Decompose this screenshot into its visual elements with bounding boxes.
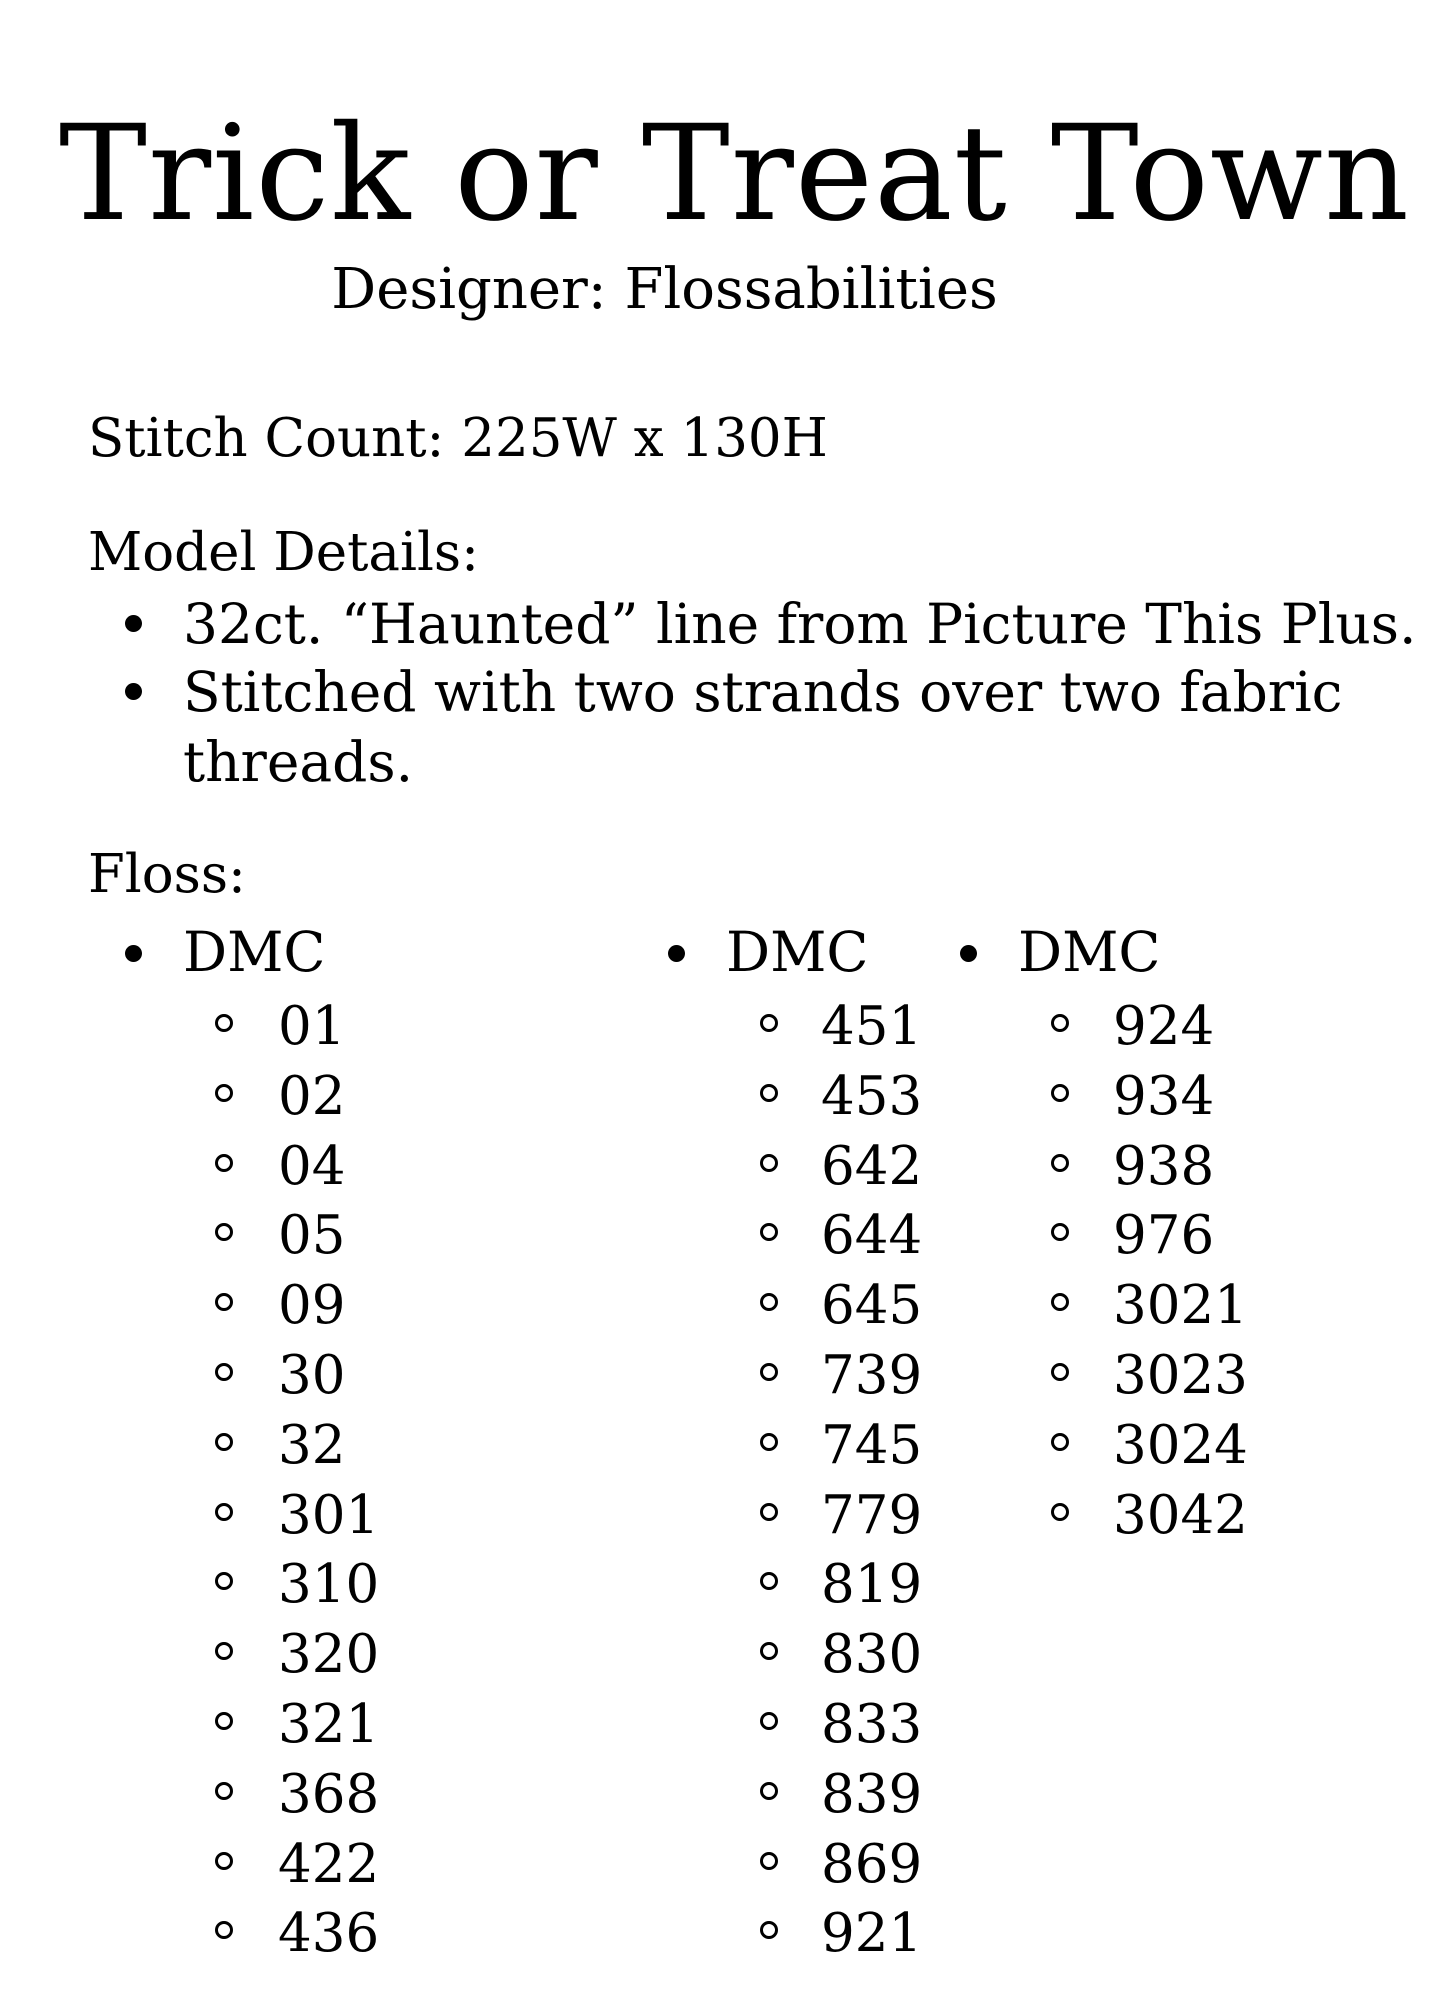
bullet-circle-icon — [215, 1084, 233, 1102]
bullet-circle-icon — [215, 1782, 233, 1800]
floss-color-number: 453 — [821, 1065, 923, 1127]
bullet-dot-icon — [125, 945, 142, 962]
floss-brand: DMC — [726, 920, 869, 984]
bullet-circle-icon — [760, 1852, 778, 1870]
stitch-count: Stitch Count: 225W x 130H — [88, 408, 828, 469]
bullet-circle-icon — [1051, 1223, 1069, 1241]
bullet-circle-icon — [215, 1852, 233, 1870]
model-details-heading: Model Details: — [88, 522, 479, 583]
bullet-circle-icon — [1051, 1084, 1069, 1102]
floss-color-number: 04 — [278, 1135, 346, 1197]
floss-color-number: 645 — [821, 1275, 923, 1337]
bullet-circle-icon — [760, 1782, 778, 1800]
bullet-dot-icon — [960, 945, 977, 962]
bullet-dot-icon — [125, 683, 142, 700]
bullet-circle-icon — [760, 1084, 778, 1102]
bullet-dot-icon — [668, 945, 685, 962]
bullet-circle-icon — [760, 1572, 778, 1590]
floss-color-number: 09 — [278, 1275, 346, 1337]
bullet-circle-icon — [215, 1712, 233, 1730]
floss-color-number: 779 — [821, 1484, 923, 1546]
floss-color-number: 310 — [278, 1554, 380, 1616]
bullet-circle-icon — [1051, 1293, 1069, 1311]
bullet-circle-icon — [215, 1154, 233, 1172]
floss-color-number: 3024 — [1113, 1414, 1248, 1476]
bullet-circle-icon — [760, 1503, 778, 1521]
floss-color-number: 976 — [1113, 1205, 1215, 1267]
floss-color-number: 368 — [278, 1763, 380, 1825]
floss-color-number: 745 — [821, 1414, 923, 1476]
floss-color-number: 934 — [1113, 1065, 1215, 1127]
floss-color-number: 32 — [278, 1414, 346, 1476]
floss-color-number: 869 — [821, 1833, 923, 1895]
floss-color-number: 3042 — [1113, 1484, 1248, 1546]
bullet-circle-icon — [1051, 1014, 1069, 1032]
floss-color-number: 30 — [278, 1345, 346, 1406]
floss-color-number: 739 — [821, 1345, 923, 1406]
bullet-circle-icon — [215, 1363, 233, 1381]
bullet-circle-icon — [760, 1433, 778, 1451]
bullet-circle-icon — [215, 1223, 233, 1241]
floss-color-number: 321 — [278, 1694, 380, 1755]
model-detail-item: 32ct. “Haunted” line from Picture This Plus. — [183, 592, 1417, 656]
floss-color-number: 01 — [278, 996, 346, 1057]
bullet-circle-icon — [1051, 1363, 1069, 1381]
bullet-circle-icon — [215, 1293, 233, 1311]
floss-color-number: 436 — [278, 1903, 380, 1965]
bullet-circle-icon — [215, 1014, 233, 1032]
floss-brand: DMC — [1018, 920, 1161, 984]
bullet-circle-icon — [215, 1921, 233, 1939]
bullet-circle-icon — [215, 1503, 233, 1521]
bullet-circle-icon — [1051, 1433, 1069, 1451]
floss-color-number: 839 — [821, 1763, 923, 1825]
floss-color-number: 05 — [278, 1205, 346, 1267]
floss-color-number: 451 — [821, 996, 923, 1057]
bullet-circle-icon — [760, 1921, 778, 1939]
bullet-circle-icon — [1051, 1154, 1069, 1172]
bullet-circle-icon — [1051, 1503, 1069, 1521]
bullet-circle-icon — [215, 1572, 233, 1590]
designer-line: Designer: Flossabilities — [331, 257, 998, 322]
bullet-circle-icon — [760, 1223, 778, 1241]
floss-color-number: 422 — [278, 1833, 380, 1895]
bullet-dot-icon — [125, 615, 142, 632]
bullet-circle-icon — [215, 1642, 233, 1660]
floss-color-number: 642 — [821, 1135, 923, 1197]
bullet-circle-icon — [760, 1712, 778, 1730]
floss-brand: DMC — [183, 920, 326, 984]
floss-color-number: 320 — [278, 1624, 380, 1686]
floss-color-number: 3021 — [1113, 1275, 1248, 1337]
floss-color-number: 301 — [278, 1484, 380, 1546]
bullet-circle-icon — [760, 1363, 778, 1381]
bullet-circle-icon — [215, 1433, 233, 1451]
model-detail-item-continued: threads. — [183, 730, 414, 794]
floss-color-number: 924 — [1113, 996, 1215, 1057]
floss-heading: Floss: — [88, 844, 246, 905]
bullet-circle-icon — [760, 1293, 778, 1311]
page-title: Trick or Treat Town — [59, 97, 1410, 251]
floss-color-number: 02 — [278, 1065, 346, 1127]
bullet-circle-icon — [760, 1154, 778, 1172]
floss-color-number: 819 — [821, 1554, 923, 1616]
floss-color-number: 644 — [821, 1205, 923, 1267]
floss-color-number: 833 — [821, 1694, 923, 1755]
bullet-circle-icon — [760, 1014, 778, 1032]
floss-color-number: 921 — [821, 1903, 923, 1965]
floss-color-number: 830 — [821, 1624, 923, 1686]
floss-color-number: 938 — [1113, 1135, 1215, 1197]
bullet-circle-icon — [760, 1642, 778, 1660]
floss-color-number: 3023 — [1113, 1345, 1248, 1406]
model-detail-item: Stitched with two strands over two fabric — [183, 660, 1343, 724]
